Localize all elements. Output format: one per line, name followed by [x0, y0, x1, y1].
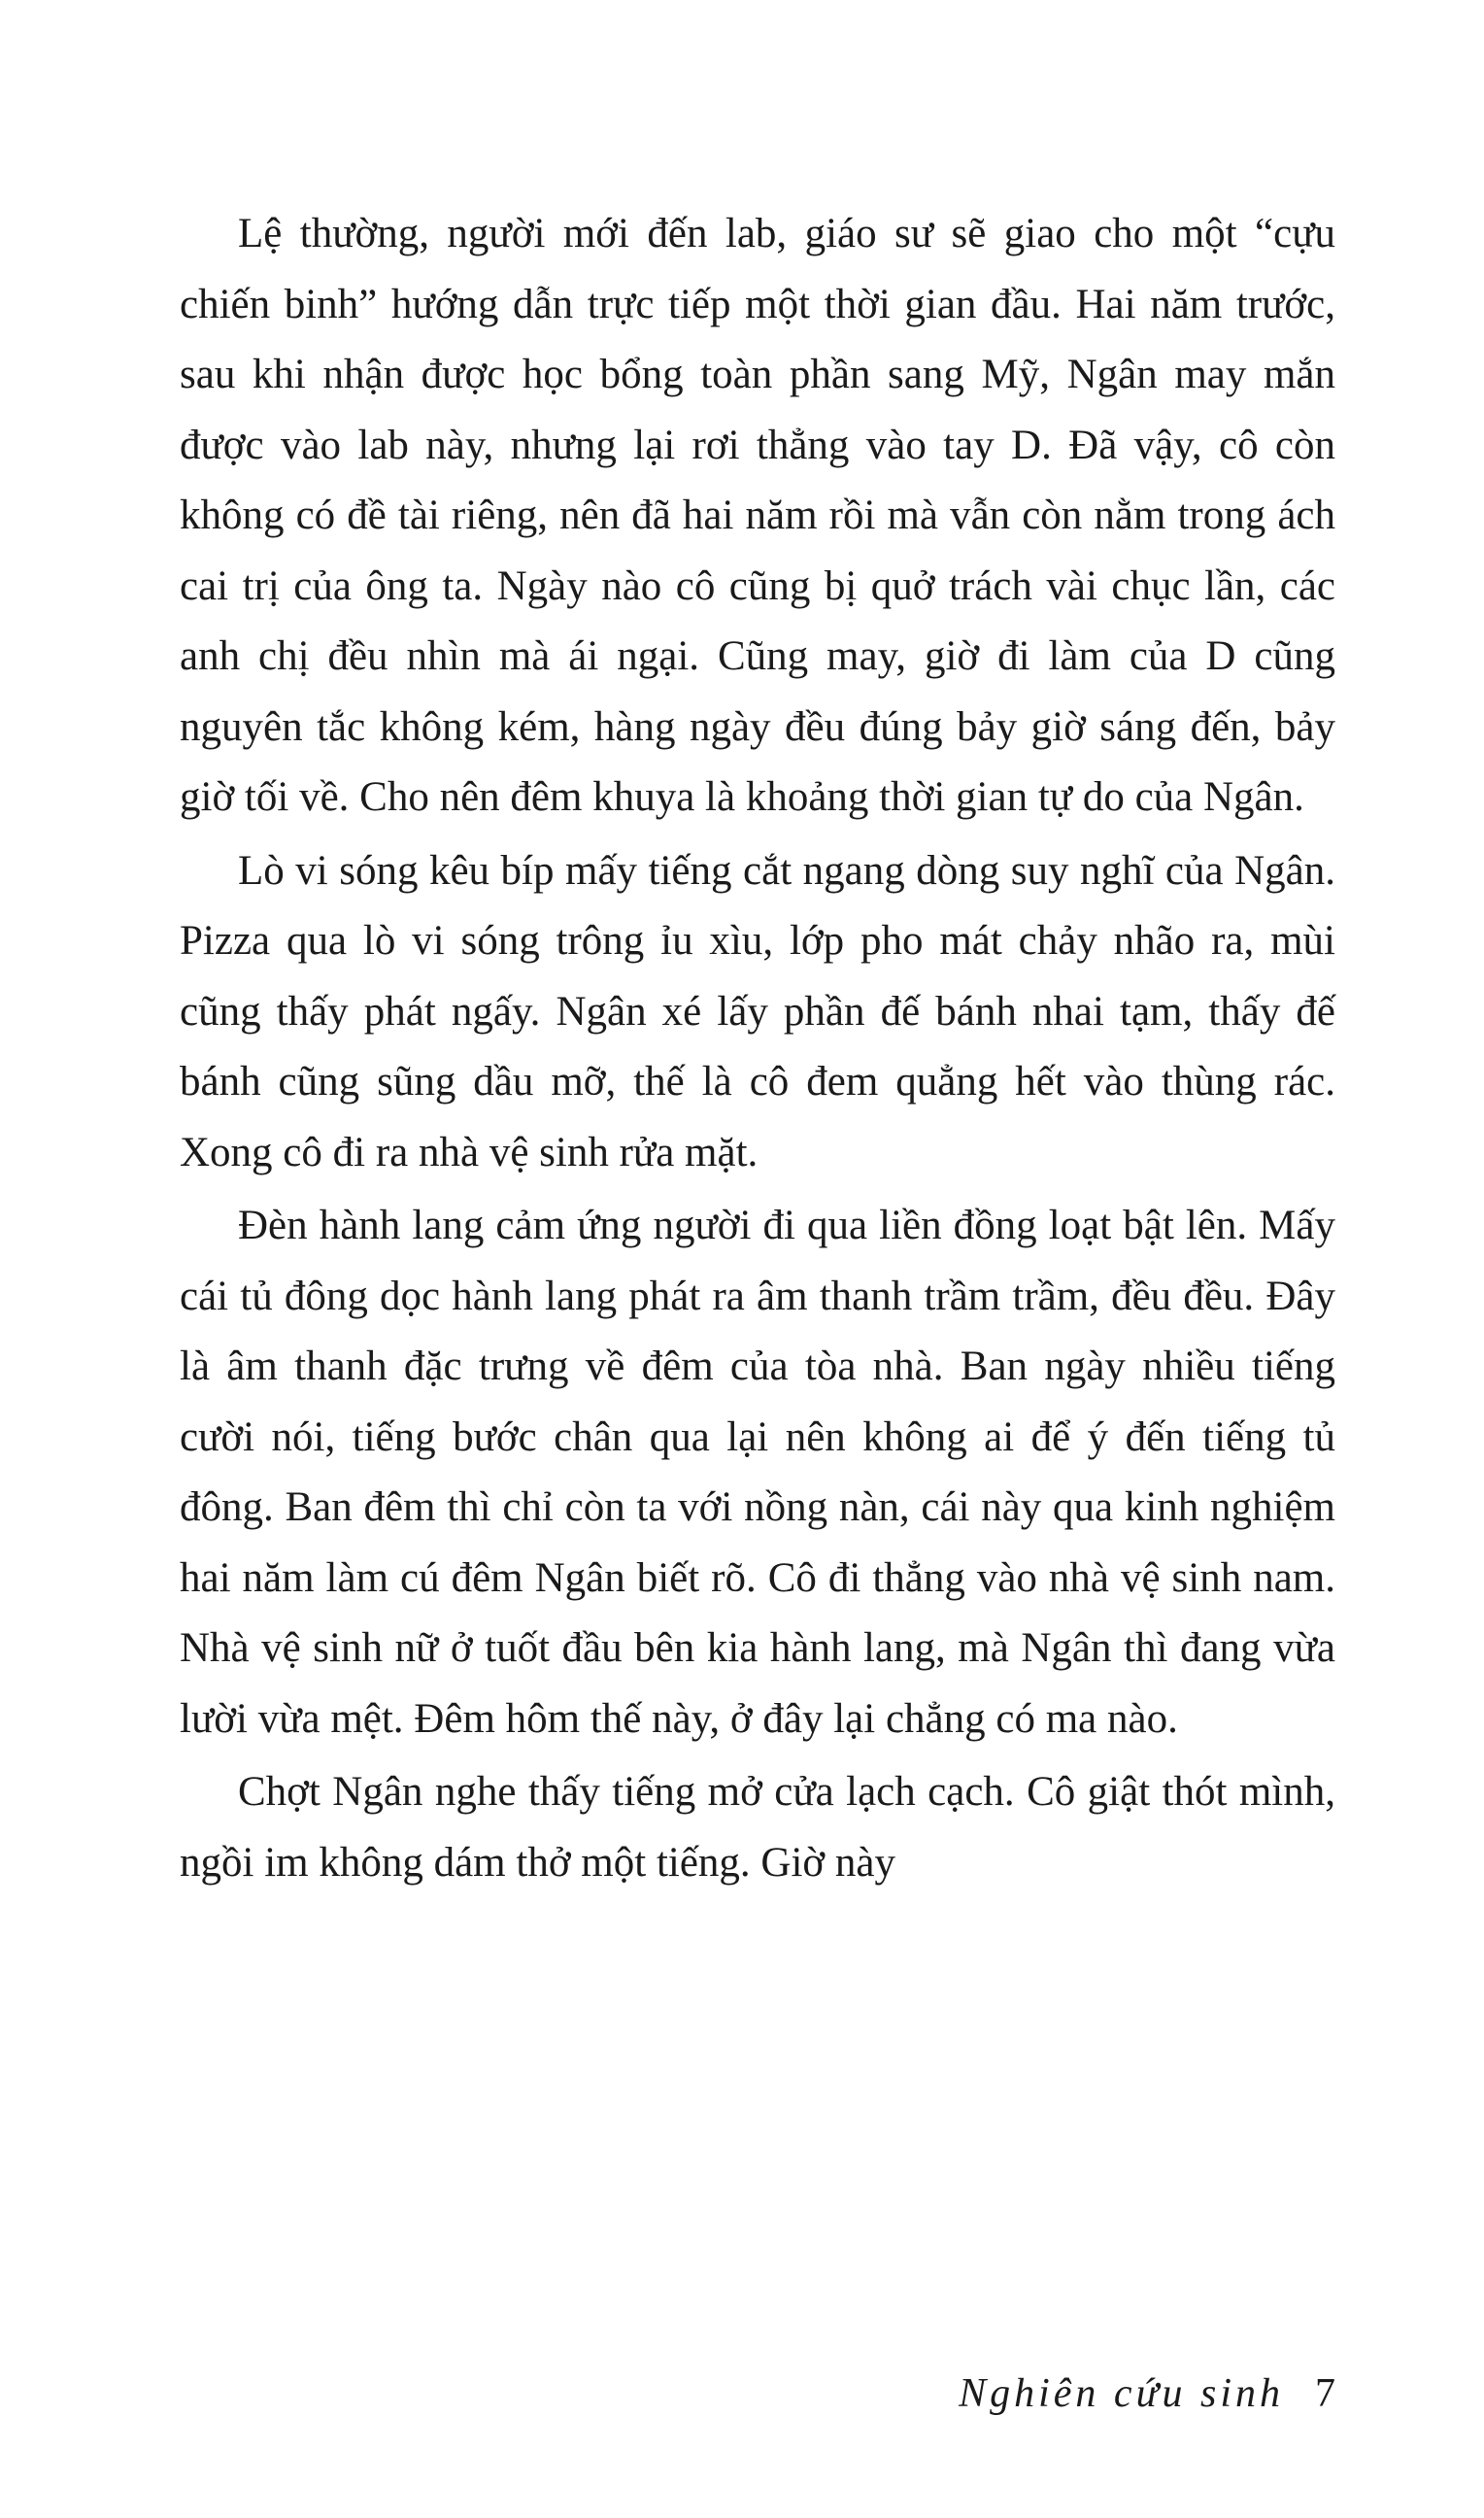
paragraph-4: Chợt Ngân nghe thấy tiếng mở cửa lạch cạch. Cô giật thót mình, ngồi im không dám thở một tiếng. Giờ này — [180, 1769, 1335, 1886]
paragraph-3: Đèn hành lang cảm ứng người đi qua liền đồng loạt bật lên. Mấy cái tủ đông dọc hành lang phát ra âm thanh trầm trầm, đều đều. Đây là âm thanh đặc trưng về đêm của tòa nhà. Ban ngày nhiều tiếng cười nói, tiếng bước chân qua lại nên không ai để ý đến tiếng tủ đông. Ban đêm thì chỉ còn ta với nồng nàn, cái này qua kinh nghiệm hai năm làm cú đêm Ngân biết rõ. Cô đi thẳng vào nhà vệ sinh nam. Nhà vệ sinh nữ ở tuốt đầu bên kia hành lang, mà Ngân thì đang vừa lười vừa mệt. Đêm hôm thế này, ở đây lại chẳng có ma nào. — [180, 1203, 1335, 1742]
paragraph-1: Lệ thường, người mới đến lab, giáo sư sẽ giao cho một “cựu chiến binh” hướng dẫn trực tiếp một thời gian đầu. Hai năm trước, sau khi nhận được học bổng toàn phần sang Mỹ, Ngân may mắn được vào lab này, nhưng lại rơi thẳng vào tay D. Đã vậy, cô còn không có đề tài riêng, nên đã hai năm rồi mà vẫn còn nằm trong ách cai trị của ông ta. Ngày nào cô cũng bị quở trách vài chục lần, các anh chị đều nhìn mà ái ngại. Cũng may, giờ đi làm của D cũng nguyên tắc không kém, hàng ngày đều đúng bảy giờ sáng đến, bảy giờ tối về. Cho nên đêm khuya là khoảng thời gian tự do của Ngân. — [180, 211, 1335, 820]
page-footer — [180, 2370, 1335, 2417]
page-number: 7 — [1315, 2371, 1335, 2416]
running-title: Nghiên cứu sinh — [959, 2371, 1284, 2416]
body-text — [180, 199, 1335, 1901]
paragraph-2: Lò vi sóng kêu bíp mấy tiếng cắt ngang dòng suy nghĩ của Ngân. Pizza qua lò vi sóng trông ỉu xìu, lớp pho mát chảy nhão ra, mùi cũng thấy phát ngấy. Ngân xé lấy phần đế bánh nhai tạm, thấy đế bánh cũng sũng dầu mỡ, thế là cô đem quẳng hết vào thùng rác. Xong cô đi ra nhà vệ sinh rửa mặt. — [180, 847, 1335, 1175]
